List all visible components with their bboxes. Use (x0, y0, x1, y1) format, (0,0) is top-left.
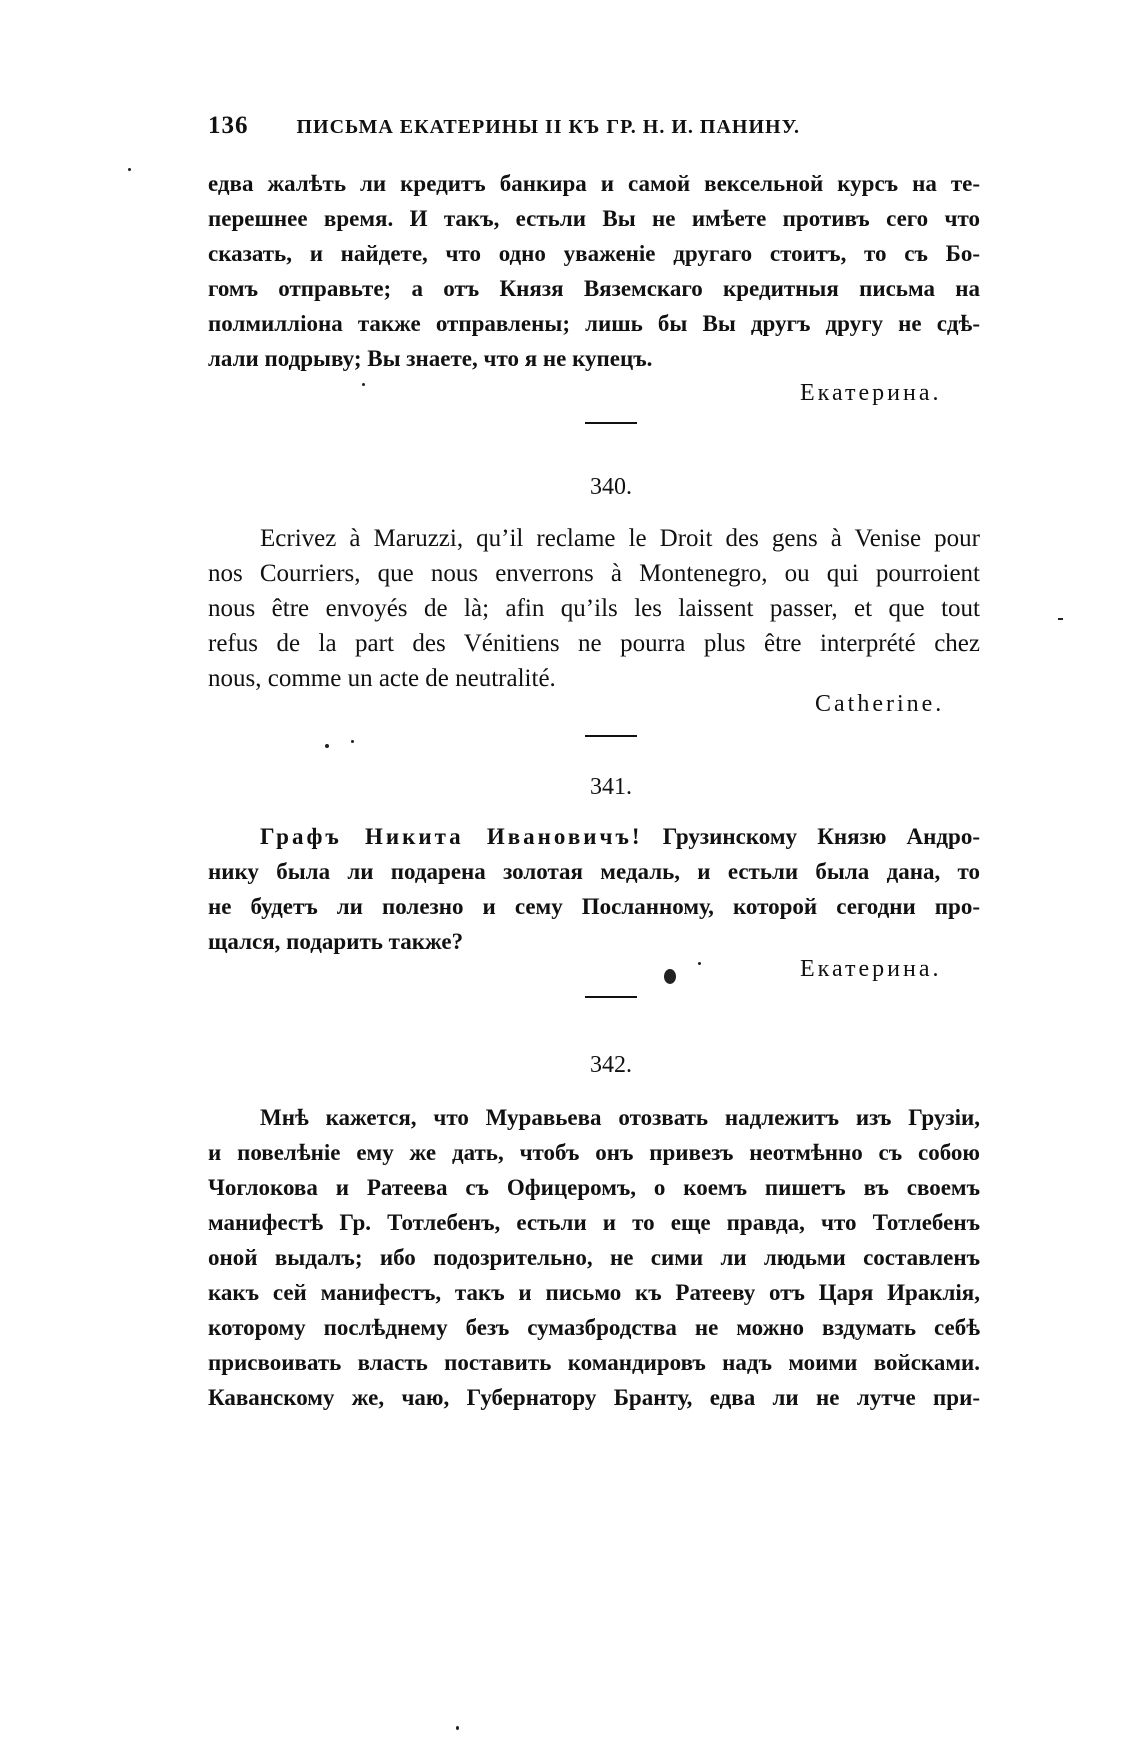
text-line: Ecrivez à Maruzzi, qu’il reclame le Droit des gens à Venise pour (260, 525, 980, 552)
section-divider (585, 422, 637, 424)
text-line: которому послѣднему безъ сумазбродства не можно вздумать себѣ (208, 1315, 980, 1340)
running-title: ПИСЬМА ЕКАТЕРИНЫ II КЪ ГР. Н. И. ПАНИНУ. (296, 116, 800, 138)
letter-340-body (208, 521, 980, 696)
text-line: какъ сей манифестъ, такъ и письмо къ Ратееву отъ Царя Ираклія, (208, 1280, 980, 1305)
text-line: Мнѣ кажется, что Муравьева отозвать надлежитъ изъ Грузіи, (260, 1105, 980, 1130)
text-line: оной выдалъ; ибо подозрительно, не сими ли людьми составленъ (208, 1245, 980, 1270)
signature-340: Catherine. (815, 691, 945, 717)
signature-341: Екатерина. (800, 956, 942, 982)
letter-339-body (208, 166, 980, 376)
text-line: nos Courriers, que nous enverrons à Montenegro, ou qui pourroient (208, 560, 980, 587)
ink-speck (456, 1726, 459, 1730)
signature-339: Екатерина. (800, 380, 942, 406)
text-line: гомъ отправьте; а отъ Князя Вяземскаго кредитныя письма на (208, 276, 980, 301)
text-line (208, 819, 980, 854)
letter-number-341: 341. (590, 774, 632, 800)
section-divider (585, 735, 637, 737)
text-line: нику была ли подарена золотая медаль, и естьли была дана, то (208, 859, 980, 884)
ink-speck (325, 744, 329, 748)
text-line: перешнее время. И такъ, естьли Вы не имѣете противъ сего что (208, 206, 980, 231)
text-line: манифестѣ Гр. Тотлебенъ, естьли и то еще правда, что Тотлебенъ (208, 1210, 980, 1235)
ink-speck (1058, 618, 1063, 620)
text-line: полмилліона также отправлены; лишь бы Вы другъ другу не сдѣ- (208, 311, 980, 336)
text-line: refus de la part des Vénitiens ne pourra plus être interprété chez (208, 630, 980, 657)
text-line: nous être envoyés de là; afin qu’ils les laissent passer, et que tout (208, 595, 980, 622)
running-head (208, 112, 978, 140)
text-line: Каванскому же, чаю, Губернатору Бранту, едва ли не лутче при- (208, 1385, 980, 1410)
ink-speck (698, 962, 701, 965)
section-divider (585, 996, 637, 998)
ink-speck (128, 168, 131, 171)
letter-342-body (208, 1100, 980, 1415)
first-line-rest: Грузинскому Князю Андро- (662, 824, 981, 849)
text-line: едва жалѣть ли кредитъ банкира и самой вексельной курсъ на те- (208, 171, 980, 196)
text-line: лали подрыву; Вы знаете, что я не купецъ. (208, 346, 653, 371)
letter-341-body (208, 819, 980, 959)
ink-blot (664, 969, 676, 984)
page-number: 136 (208, 112, 249, 139)
ink-speck (362, 383, 365, 386)
text-line: и повелѣніе ему же дать, чтобъ онъ привезъ неотмѣнно съ собою (208, 1140, 980, 1165)
letter-number-342: 342. (590, 1052, 632, 1078)
text-line: сказать, и найдете, что одно уваженіе другаго стоитъ, то съ Бо- (208, 241, 980, 266)
salutation: Графъ Никита Ивановичъ! (260, 824, 643, 849)
text-line: nous, comme un acte de neutralité. (208, 665, 556, 692)
ink-speck (351, 740, 354, 743)
text-line: щался, подарить также? (208, 929, 464, 954)
text-line: присвоивать власть поставить командировъ надъ моими войсками. (208, 1350, 980, 1375)
text-line: не будетъ ли полезно и сему Посланному, которой сегодни про- (208, 894, 980, 919)
letter-number-340: 340. (590, 474, 632, 500)
text-line: Чоглокова и Ратеева съ Офицеромъ, о коемъ пишетъ въ своемъ (208, 1175, 980, 1200)
